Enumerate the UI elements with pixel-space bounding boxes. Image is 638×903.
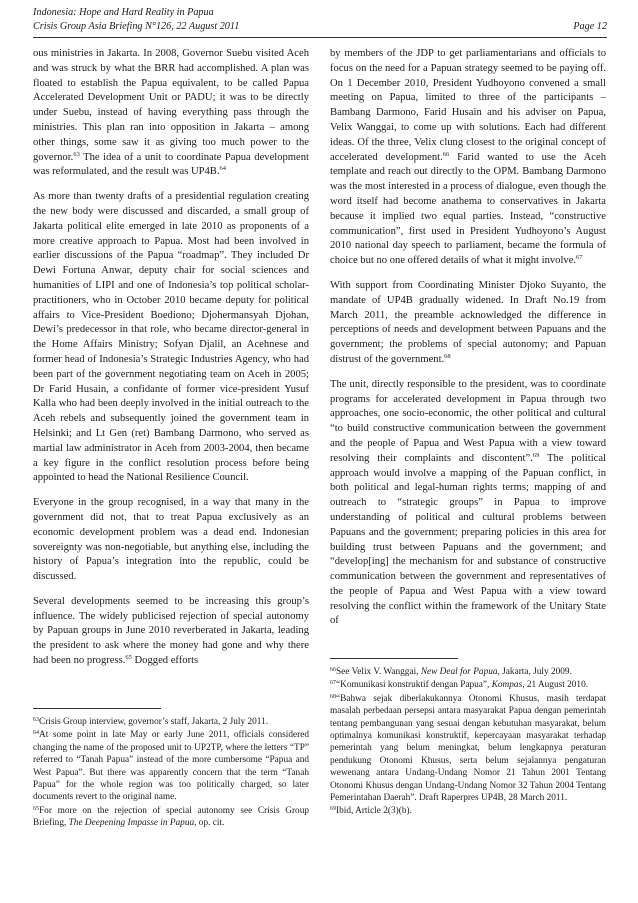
footnote-ref[interactable]: 66 <box>442 150 450 158</box>
footnote-ref[interactable]: 69 <box>532 451 540 459</box>
footnote-ref[interactable]: 67 <box>576 254 583 262</box>
right-column <box>330 47 606 629</box>
footnote: $^{67}$“Komunikasi konstruktif dengan Papua”, Kompas, 21 August 2010. <box>330 680 589 691</box>
left-column <box>33 47 309 669</box>
footnotes-left <box>33 716 309 831</box>
footnote-ref[interactable]: 64 <box>219 165 227 173</box>
paragraph: As more than twenty drafts of a presidential regulation creating the new body were discussed and discarded, a small group of Jakarta political elite emerged in late 2010 as proponents of a more creative approach to Papua. Most had been involved in earlier discussions of the Papua “roadmap”. They included Dr Dewi Fortuna Anwar, deputy chair for social sciences and humanities of LIPI and one of Indonesia’s top political scholar-practitioners, who in October 2010 became deputy for political affairs to Vice-President Boediono; Djohermansyah Djohan, Dewi’s predecessor in that role, who became director-general in the Home Affairs Ministry; Sofyan Djalil, an Acehnese and former head of Indonesia’s Strategic Industries Agency, who had been part of the government negotiating team on Aceh in 2005; Dr Farid Husain, a confidante of former vice-president Yusuf Kalla who had been deeply involved in the initial outreach to the Aceh rebels and subsequently joined the government team in Helsinki; and Lt Gen (ret) Bambang Darmono, who served as martial law administrator in Aceh from 2003-2004, then became a key figure in the conflict resolution process before being appointed to head the National Resilience Council. <box>33 191 309 484</box>
footnote-ref[interactable]: 65 <box>125 654 132 662</box>
footnote: $^{69}$Ibid, Article 2(3)(b). <box>330 806 412 817</box>
paragraph: Everyone in the group recognised, in a way that many in the government did not, that to treat Papua exclusively as an economic development problem was a dead end. Indonesian sovereignty was non-negotiable, but anything else, including the history of Papua’s integration into the republic, could be discussed. <box>33 497 309 583</box>
footnote: $^{65}$For more on the rejection of special autonomy see Crisis Group Briefing, The Deepening Impasse in Papua, op. cit. <box>33 805 309 829</box>
paragraph: ous ministries in Jakarta. In 2008, Governor Suebu visited Aceh and was struck by what the BRR had accomplished. A plan was floated to establish the Papua equivalent, to be called Papua Accelerated Development Unit or PADU; it was to be directly under Suebu, instead of having everything pass through the ministries. This plan ran into opposition in Jakarta – among other things, some saw it as giving too much power to the governor.$^{63}$ The idea of a unit to coordinate Papua development was reformulated, and the result was UP4B.$^{64}$ <box>33 48 309 178</box>
footnote-divider <box>33 708 161 709</box>
footnote-ref[interactable]: 63 <box>73 150 80 158</box>
header-subtitle: Crisis Group Asia Briefing N°126, 22 August 2011 <box>33 21 240 32</box>
footnote: $^{64}$At some point in late May or early June 2011, officials considered changing the name of the proposed unit to UP2TP, where the letters “TP” referred to “Tanah Papua” instead of the more cumbersome “Papua and West Papua”. But there was apparently concern that the term “Tanah Papua” for the whole region was too politically charged, so later documents revert to the original name. <box>33 730 309 803</box>
footnote: $^{66}$See Velix V. Wanggai, New Deal for Papua, Jakarta, July 2009. <box>330 667 572 677</box>
paragraph: The unit, directly responsible to the president, was to coordinate programs for accelerated development in Papua through two approaches, one socio-economic, the other political and cultural “to build constructive communication between the government and the people of Papua and West Papua with a view toward resolving their complaints and discontent”.$^{69}$ The political approach would involve a mapping of the Papuan conflict, in both political and legal-human rights terms; mapping of and outreach to “strategic groups” in Papua to improve understanding of political and cultural problems between Papuans and the government; preparing policies in this area for building trust between Papuans and the government; and “develop[ing] the mechanism for and substance of constructive communication between the government and representatives of the people of Papua and West Papua with a view toward resolving the conflict within the framework of the Unitary State of <box>330 378 606 627</box>
header-title: Indonesia: Hope and Hard Reality in Papua <box>33 7 214 18</box>
paragraph: by members of the JDP to get parliamentarians and officials to focus on the need for a Papuan strategy seemed to be paying off. On 1 December 2010, President Yudhoyono convened a small meeting on Papua, limited to three of the participants – Bambang Darmono, Farid Husain and his adviser on Papua, Velix Wanggai, to come up with solutions. Each had different ideas. Of the three, Velix clung closest to the original concept of accelerated development.$^{66}$ Farid wanted to use the Aceh template and reach out directly to the OPM. Bambang Darmono was the most interested in a process of dialogue, even though the word itself had become anathema to conservatives in Jakarta because it implied two equal parties. Instead, “constructive communication”, first used in President Yudhoyono’s August 2010 national day speech to parliament, became the formula of choice but no one offered details of what it might involve.$^{67}$ <box>330 48 606 267</box>
running-header <box>33 6 607 34</box>
page-number: Page 12 <box>573 21 607 32</box>
header-divider <box>33 37 607 38</box>
footnote-ref[interactable]: 68 <box>444 352 451 360</box>
footnote: $^{63}$Crisis Group interview, governor’s staff, Jakarta, 2 July 2011. <box>33 717 269 727</box>
paragraph: Several developments seemed to be increasing this group’s influence. The widely publicised rejection of special autonomy by Papuan groups in June 2010 reverberated in Jakarta, leading the president to ask where the money had gone and why there had been no progress.$^{65}$ Dogged efforts <box>33 595 309 667</box>
footnote-divider <box>330 658 458 659</box>
paragraph: With support from Coordinating Minister Djoko Suyanto, the mandate of UP4B gradually widened. In Draft No.19 from March 2011, the preamble acknowledged the difference in perceptions of needs and development between Papuans and the government; the problems of special autonomy; and Papuan distrust of the government.$^{68}$ <box>330 279 606 365</box>
footnote: $^{68}$“Bahwa sejak diberlakukannya Otonomi Khusus, masih terdapat masalah perbedaan persepsi antara masyarakat Papua dengan pemerintah tentang pembangunan yang sesuai dengan kebutuhan masyarakat, belum optimalnya komunikasi konstruktif, kepercayaan masyarakat terhadap pemerintah yang belum meningkat, belum lengkapnya peraturan pendukung Otonomi Khusus, serta belum sejalannya pengaturan wewenang antara Undang-Undang Nomor 21 Tahun 2001 Tentang Otonomi Khusus dengan Undang-Undang Nomor 32 Tahun 2004 Tentang Pemerintahan Daerah”. Draft Raperpres UP4B, 28 March 2011. <box>330 693 606 804</box>
footnotes-right <box>330 666 606 819</box>
